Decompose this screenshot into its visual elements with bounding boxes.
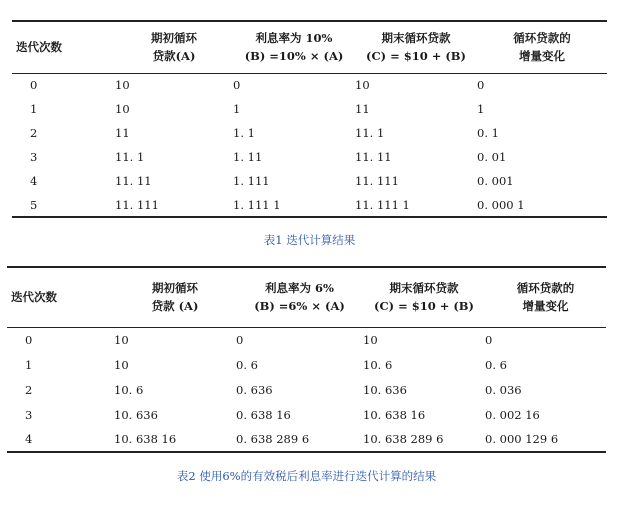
cell-closing: 10 <box>355 78 370 93</box>
iteration-table-1 <box>12 20 607 218</box>
cell-interest: 1. 11 <box>233 150 263 164</box>
cell-opening: 11 <box>115 126 130 140</box>
table-1-caption: 表1 迭代计算结果 <box>263 233 356 247</box>
cell-interest: 1. 111 1 <box>233 197 281 212</box>
cell-opening: 10 <box>114 332 129 347</box>
cell-increment: 1 <box>477 102 485 116</box>
cell-iteration: 3 <box>25 407 33 422</box>
cell-interest: 0 <box>233 78 241 93</box>
table-header-row <box>12 21 607 73</box>
cell-iteration: 3 <box>30 150 38 164</box>
header-interest: 利息率为 6% (B) =6% × (A) <box>254 281 345 314</box>
header-closing-loan: 期末循环贷款 (C) = $10 + (B) <box>374 281 474 314</box>
header-increment: 循环贷款的 增量变化 <box>516 281 575 314</box>
cell-increment: 0. 01 <box>477 150 507 164</box>
table-row <box>7 377 606 402</box>
header-iteration-count: 迭代次数 <box>16 40 62 55</box>
table-row <box>7 352 606 377</box>
cell-iteration: 4 <box>25 432 33 446</box>
cell-opening: 10. 638 16 <box>114 432 177 446</box>
cell-closing: 10. 638 16 <box>363 407 426 422</box>
cell-interest: 0 <box>236 332 244 347</box>
cell-iteration: 4 <box>30 174 38 188</box>
cell-opening: 10 <box>114 357 129 372</box>
cell-closing: 10 <box>363 332 378 347</box>
cell-interest: 0. 636 <box>236 382 273 397</box>
table-row <box>12 97 607 121</box>
cell-iteration: 2 <box>25 382 33 397</box>
cell-opening: 10. 6 <box>114 382 144 397</box>
cell-interest: 1. 111 <box>233 174 270 188</box>
table-row <box>12 145 607 169</box>
cell-iteration: 0 <box>30 78 38 93</box>
header-opening-loan: 期初循环 贷款 (A) <box>151 281 199 314</box>
cell-interest: 1 <box>233 102 241 116</box>
table-row <box>12 193 607 217</box>
cell-iteration: 0 <box>25 332 33 347</box>
table-2-caption: 表2 使用6%的有效税后利息率进行迭代计算的结果 <box>176 469 437 483</box>
iteration-table-2 <box>7 266 606 453</box>
cell-closing: 10. 638 289 6 <box>363 432 444 446</box>
header-interest: 利息率为 10% (B) =10% × (A) <box>244 31 344 64</box>
cell-closing: 11 <box>355 102 370 116</box>
cell-iteration: 1 <box>25 357 33 372</box>
cell-increment: 0. 1 <box>477 126 499 140</box>
cell-increment: 0. 6 <box>485 357 507 372</box>
cell-closing: 11. 1 <box>355 126 385 140</box>
table-row <box>7 402 606 427</box>
header-increment: 循环贷款的 增量变化 <box>513 31 571 64</box>
cell-opening: 10. 636 <box>114 407 158 422</box>
cell-opening: 11. 111 <box>115 197 159 212</box>
table-row <box>12 121 607 145</box>
cell-iteration: 2 <box>30 126 38 140</box>
cell-closing: 10. 6 <box>363 357 393 372</box>
cell-increment: 0. 000 129 6 <box>485 432 559 446</box>
table-row <box>7 427 606 452</box>
cell-interest: 0. 638 289 6 <box>236 432 310 446</box>
cell-increment: 0. 000 1 <box>477 197 525 212</box>
cell-interest: 0. 638 16 <box>236 407 291 422</box>
cell-interest: 1. 1 <box>233 126 255 140</box>
cell-closing: 11. 111 1 <box>355 197 410 212</box>
cell-increment: 0 <box>485 332 493 347</box>
table-header-row <box>7 267 606 327</box>
cell-increment: 0. 002 16 <box>485 407 540 422</box>
header-iteration-count: 迭代次数 <box>11 290 57 305</box>
cell-opening: 10 <box>115 102 130 116</box>
header-closing-loan: 期末循环贷款 (C) = $10 + (B) <box>366 31 466 64</box>
cell-opening: 11. 1 <box>115 150 145 164</box>
cell-increment: 0 <box>477 78 485 93</box>
cell-iteration: 1 <box>30 102 38 116</box>
cell-closing: 10. 636 <box>363 382 407 397</box>
table-row <box>7 327 606 352</box>
cell-increment: 0. 036 <box>485 382 522 397</box>
cell-interest: 0. 6 <box>236 357 258 372</box>
header-opening-loan: 期初循环 贷款(A) <box>151 31 197 64</box>
cell-closing: 11. 111 <box>355 174 399 188</box>
cell-opening: 10 <box>115 78 130 93</box>
cell-iteration: 5 <box>30 197 38 212</box>
cell-increment: 0. 001 <box>477 174 514 188</box>
table-row <box>12 169 607 193</box>
table-row <box>12 73 607 97</box>
cell-closing: 11. 11 <box>355 150 392 164</box>
cell-opening: 11. 11 <box>115 174 152 188</box>
